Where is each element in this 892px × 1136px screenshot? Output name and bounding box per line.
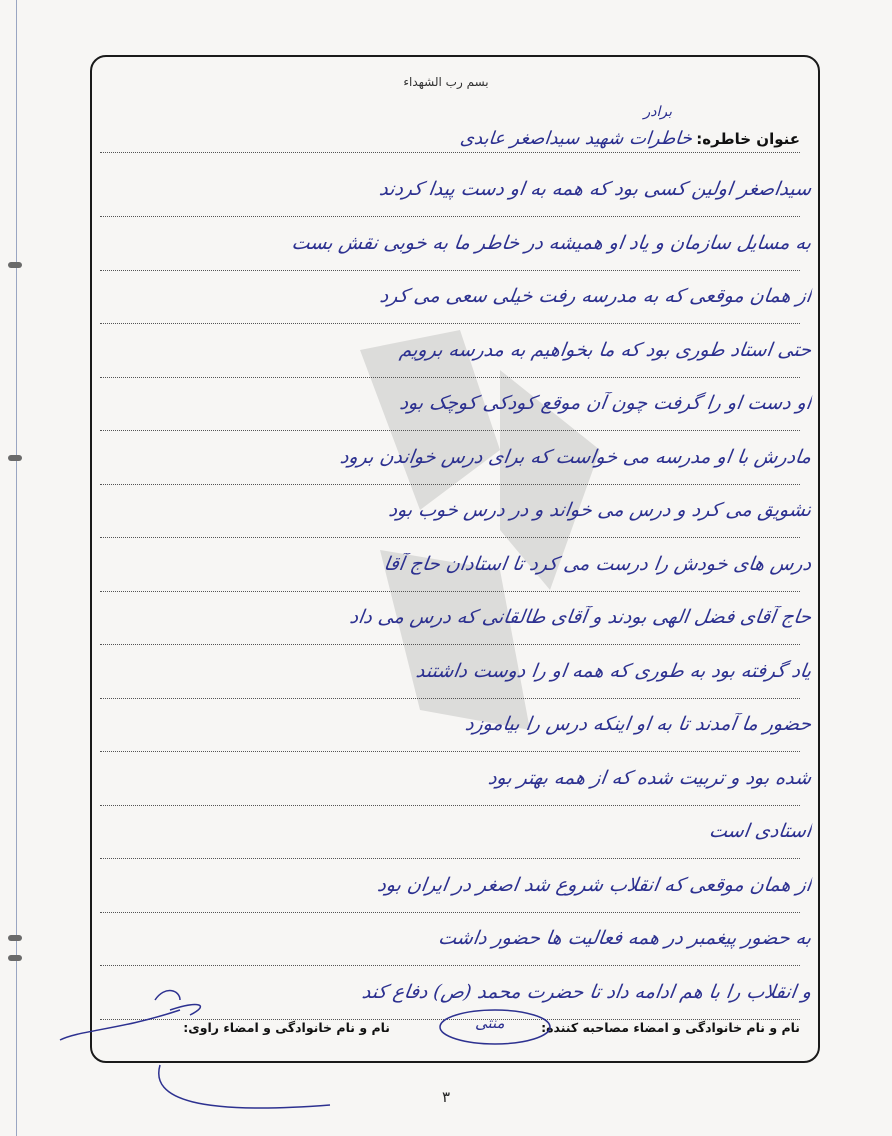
memory-text-line: شده بود و تربیت شده که از همه بهتر بود [486,766,813,789]
memory-text-line: حاج آقای فضل الهی بودند و آقای طالقانی که درس می داد [348,606,813,628]
memory-text-line: مادرش با او مدرسه می خواست که برای درس خواندن برود [338,445,813,468]
page-number: ۳ [441,1088,451,1106]
memory-text-line: به حضور پیغمبر در همه فعالیت ها حضور داشت [436,927,813,949]
memory-text-line: و انقلاب را با هم ادامه داد تا حضرت محمد (ص) دفاع کند [360,980,813,1003]
memory-text-line: تشویق می کرد و درس می خواند و در درس خوب بود [387,499,813,521]
memory-text-line: درس های خودش را درست می کرد تا استادان حاج آقا [382,552,813,575]
memory-text-line: او دست او را گرفت چون آن موقع کودکی کوچک بود [398,392,813,414]
interviewer-label: نام و نام خانوادگی و امضاء مصاحبه کننده: [541,1020,800,1035]
memory-text-line: استادی است [707,820,813,842]
memory-text-line: حضور ما آمدند تا به او اینکه درس را بیاموزد [463,713,813,735]
memory-text-line: از همان موقعی که به مدرسه رفت خیلی سعی می کرد [378,285,813,307]
memory-text-line: سیداصغر اولین کسی بود که همه به او دست پیدا کردند [377,178,813,200]
memory-title-super: برادر [643,104,672,120]
narrator-label: نام و نام خانوادگی و امضاء راوی: [183,1020,390,1035]
memory-text-line: یاد گرفته بود به طوری که همه او را دوست داشتند [414,659,813,682]
memory-title-label: عنوان خاطره: [696,130,800,148]
memory-title-value: خاطرات شهید سیداصغر عابدی [459,128,694,149]
memory-text-line: حتی استاد طوری بود که ما بخواهیم به مدرسه برویم [398,338,813,361]
memory-text-line: از همان موقعی که انقلاب شروع شد اصغر در ایران بود [376,873,813,896]
interviewer-signature-text: منتی [475,1014,505,1032]
basmala-header: بسم رب الشهداء [403,75,489,89]
memory-text-line: به مسایل سازمان و یاد او همیشه در خاطر ما به خوبی نقش بست [290,231,813,254]
